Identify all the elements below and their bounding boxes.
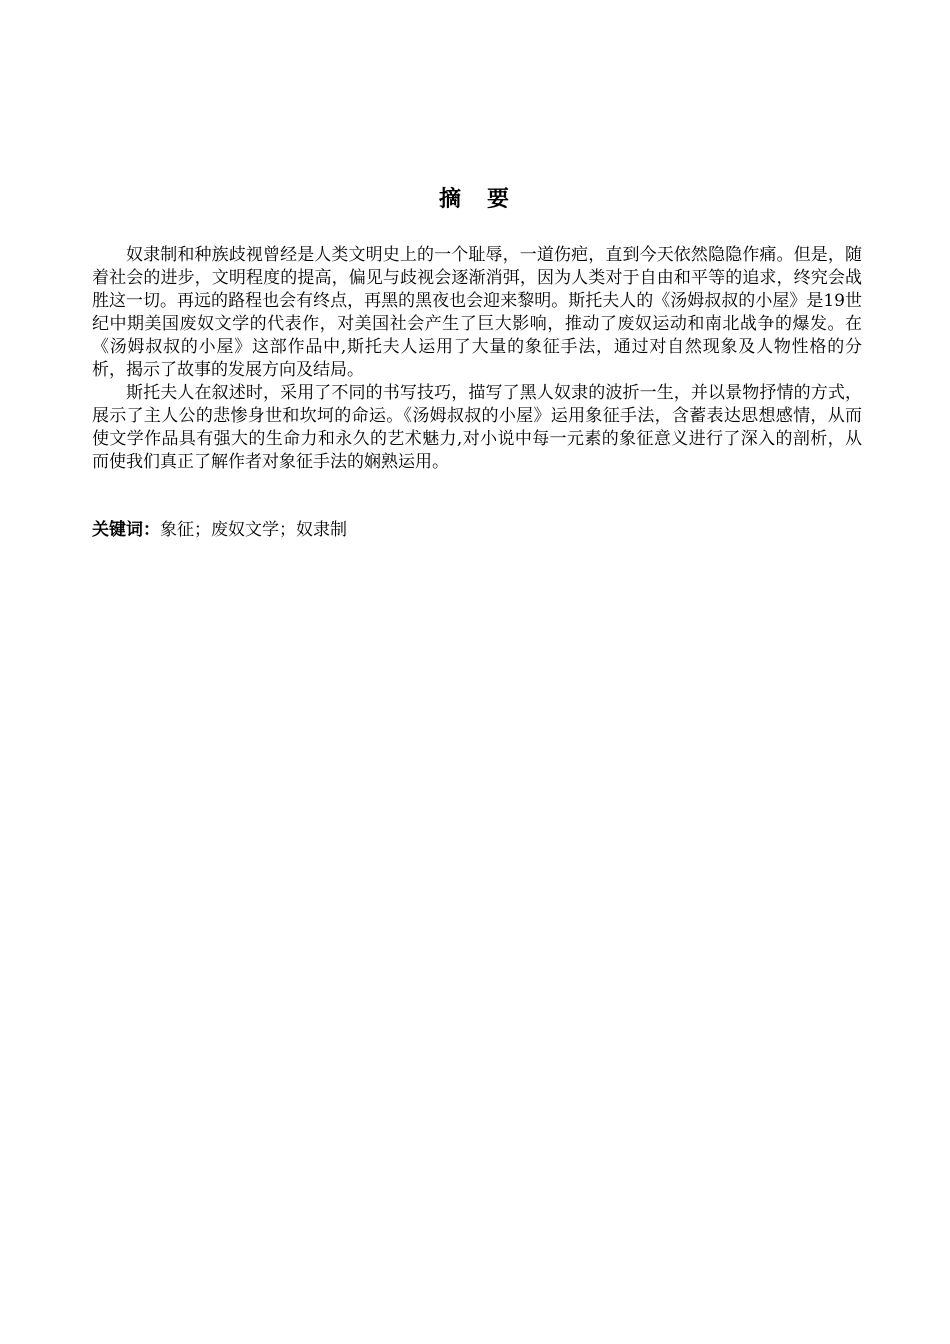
abstract-paragraph-2: 斯托夫人在叙述时，采用了不同的书写技巧，描写了黑人奴隶的波折一生，并以景物抒情的方式，展示了主人公的悲惨身世和坎坷的命运。《汤姆叔叔的小屋》运用象征手法，含蓄表达思想感情，从而使文学作品具有强大的生命力和永久的艺术魅力,对小说中每一元素的象征意义进行了深入的剖析，从而使我们真正了解作者对象征手法的娴熟运用。 xyxy=(92,383,862,472)
keywords-line xyxy=(92,518,862,542)
abstract-title: 摘 要 xyxy=(438,187,511,212)
keywords-value: 象征；废奴文学；奴隶制 xyxy=(160,520,347,540)
keywords-label: 关键词： xyxy=(92,520,160,540)
abstract-body xyxy=(92,244,862,474)
abstract-paragraph-1: 奴隶制和种族歧视曾经是人类文明史上的一个耻辱，一道伤疤，直到今天依然隐隐作痛。但是，随着社会的进步，文明程度的提高，偏见与歧视会逐渐消弭，因为人类对于自由和平等的追求，终究会战胜这一切。再远的路程也会有终点，再黑的黑夜也会迎来黎明。斯托夫人的《汤姆叔叔的小屋》是19世纪中期美国废奴文学的代表作，对美国社会产生了巨大影响，推动了废奴运动和南北战争的爆发。在《汤姆叔叔的小屋》这部作品中,斯托夫人运用了大量的象征手法，通过对自然现象及人物性格的分析，揭示了故事的发展方向及结局。 xyxy=(92,245,862,380)
